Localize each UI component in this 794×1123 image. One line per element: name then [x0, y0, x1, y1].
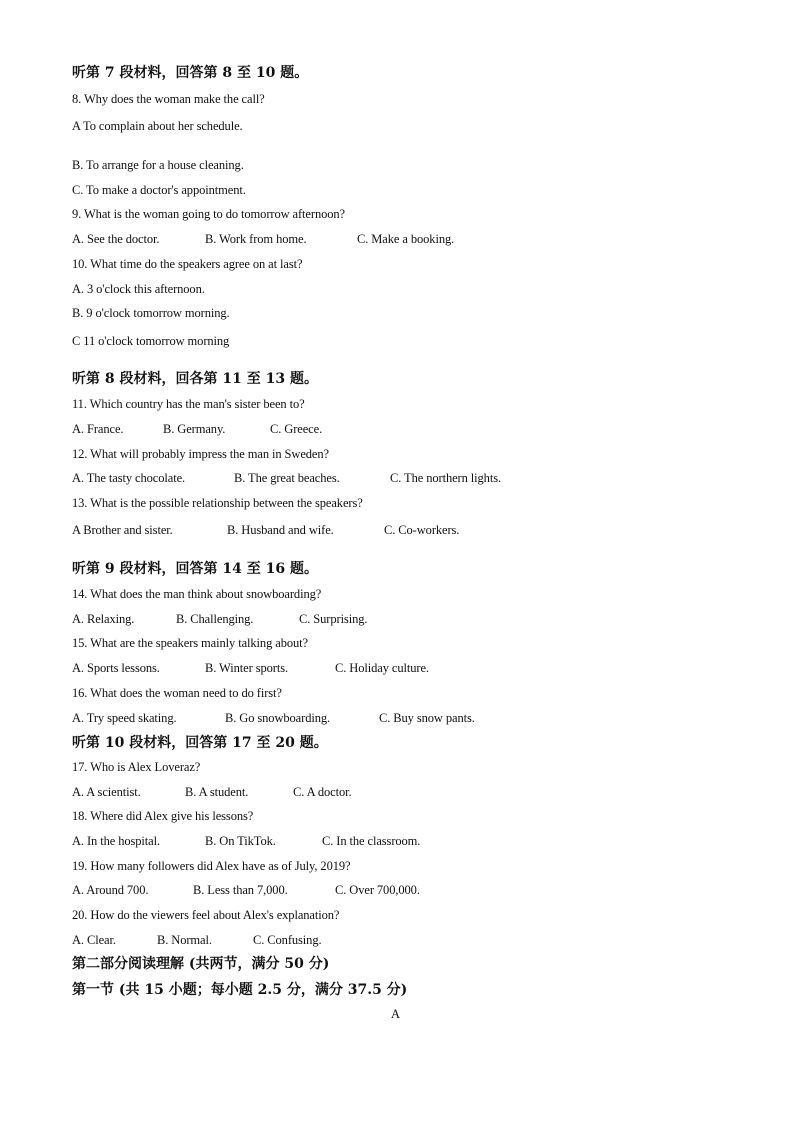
answer-option: A. The tasty chocolate.: [72, 471, 186, 485]
question-text: 9. What is the woman going to do tomorrow afternoon?: [72, 207, 345, 221]
answer-option: C 11 o'clock tomorrow morning: [72, 334, 230, 348]
question-text: 19. How many followers did Alex have as of July, 2019?: [72, 859, 351, 873]
question-text: 14. What does the man think about snowboarding?: [72, 587, 322, 601]
answer-option: B. On TikTok.: [205, 834, 276, 848]
answer-option: B. Less than 7,000.: [193, 883, 288, 897]
answer-option: C. Co-workers.: [384, 523, 460, 537]
answer-option: A. 3 o'clock this afternoon.: [72, 282, 205, 296]
answer-option: B. The great beaches.: [234, 471, 340, 485]
answer-option: C. Make a booking.: [357, 232, 455, 246]
question-text: 16. What does the woman need to do first?: [72, 686, 282, 700]
passage-label: A: [391, 1007, 401, 1021]
answer-option: C. Holiday culture.: [335, 661, 429, 675]
answer-option: A Brother and sister.: [72, 523, 173, 537]
answer-option: A. See the doctor.: [72, 232, 160, 246]
answer-option: C. Greece.: [270, 422, 323, 436]
answer-option: C. Over 700,000.: [335, 883, 420, 897]
answer-option: A. Sports lessons.: [72, 661, 160, 675]
answer-option: A. A scientist.: [72, 785, 141, 799]
question-text: 15. What are the speakers mainly talking about?: [72, 636, 308, 650]
answer-option: B. Germany.: [163, 422, 226, 436]
answer-option: A. France.: [72, 422, 124, 436]
answer-option: B. A student.: [185, 785, 249, 799]
answer-option: C. To make a doctor's appointment.: [72, 183, 246, 197]
answer-option: A. Clear.: [72, 933, 116, 947]
question-text: 17. Who is Alex Loveraz?: [72, 760, 201, 774]
question-text: 13. What is the possible relationship between the speakers?: [72, 496, 363, 510]
section-heading: 听第 7 段材料，回答第 8 至 10 题。: [72, 65, 309, 81]
section-heading: 听第 9 段材料，回答第 14 至 16 题。: [72, 561, 318, 577]
answer-option: C. The northern lights.: [390, 471, 501, 485]
answer-option: A. Relaxing.: [72, 612, 135, 626]
answer-option: B. Challenging.: [176, 612, 254, 626]
question-text: 8. Why does the woman make the call?: [72, 92, 265, 106]
section-heading: 第二部分阅读理解 (共两节，满分 50 分): [72, 956, 330, 972]
section-heading: 听第 10 段材料，回答第 17 至 20 题。: [72, 735, 328, 751]
answer-option: A. Around 700.: [72, 883, 149, 897]
answer-option: B. Husband and wife.: [227, 523, 334, 537]
answer-option: C. Surprising.: [299, 612, 368, 626]
answer-option: B. Work from home.: [205, 232, 307, 246]
answer-option: A. In the hospital.: [72, 834, 161, 848]
answer-option: C. Confusing.: [253, 933, 322, 947]
question-text: 12. What will probably impress the man in Sweden?: [72, 447, 329, 461]
answer-option: B. Normal.: [157, 933, 212, 947]
answer-option: B. 9 o'clock tomorrow morning.: [72, 306, 230, 320]
answer-option: C. Buy snow pants.: [379, 711, 475, 725]
question-text: 20. How do the viewers feel about Alex's explanation?: [72, 908, 340, 922]
answer-option: A. Try speed skating.: [72, 711, 177, 725]
answer-option: B. Go snowboarding.: [225, 711, 331, 725]
answer-option: B. Winter sports.: [205, 661, 288, 675]
question-text: 11. Which country has the man's sister been to?: [72, 397, 305, 411]
section-heading: 第一节 (共 15 小题；每小题 2.5 分，满分 37.5 分): [72, 982, 408, 998]
answer-option: A To complain about her schedule.: [72, 119, 243, 133]
answer-option: C. A doctor.: [293, 785, 352, 799]
question-text: 10. What time do the speakers agree on at last?: [72, 257, 303, 271]
section-heading: 听第 8 段材料，回各第 11 至 13 题。: [72, 371, 318, 387]
question-text: 18. Where did Alex give his lessons?: [72, 809, 254, 823]
answer-option: C. In the classroom.: [322, 834, 421, 848]
answer-option: B. To arrange for a house cleaning.: [72, 158, 244, 172]
